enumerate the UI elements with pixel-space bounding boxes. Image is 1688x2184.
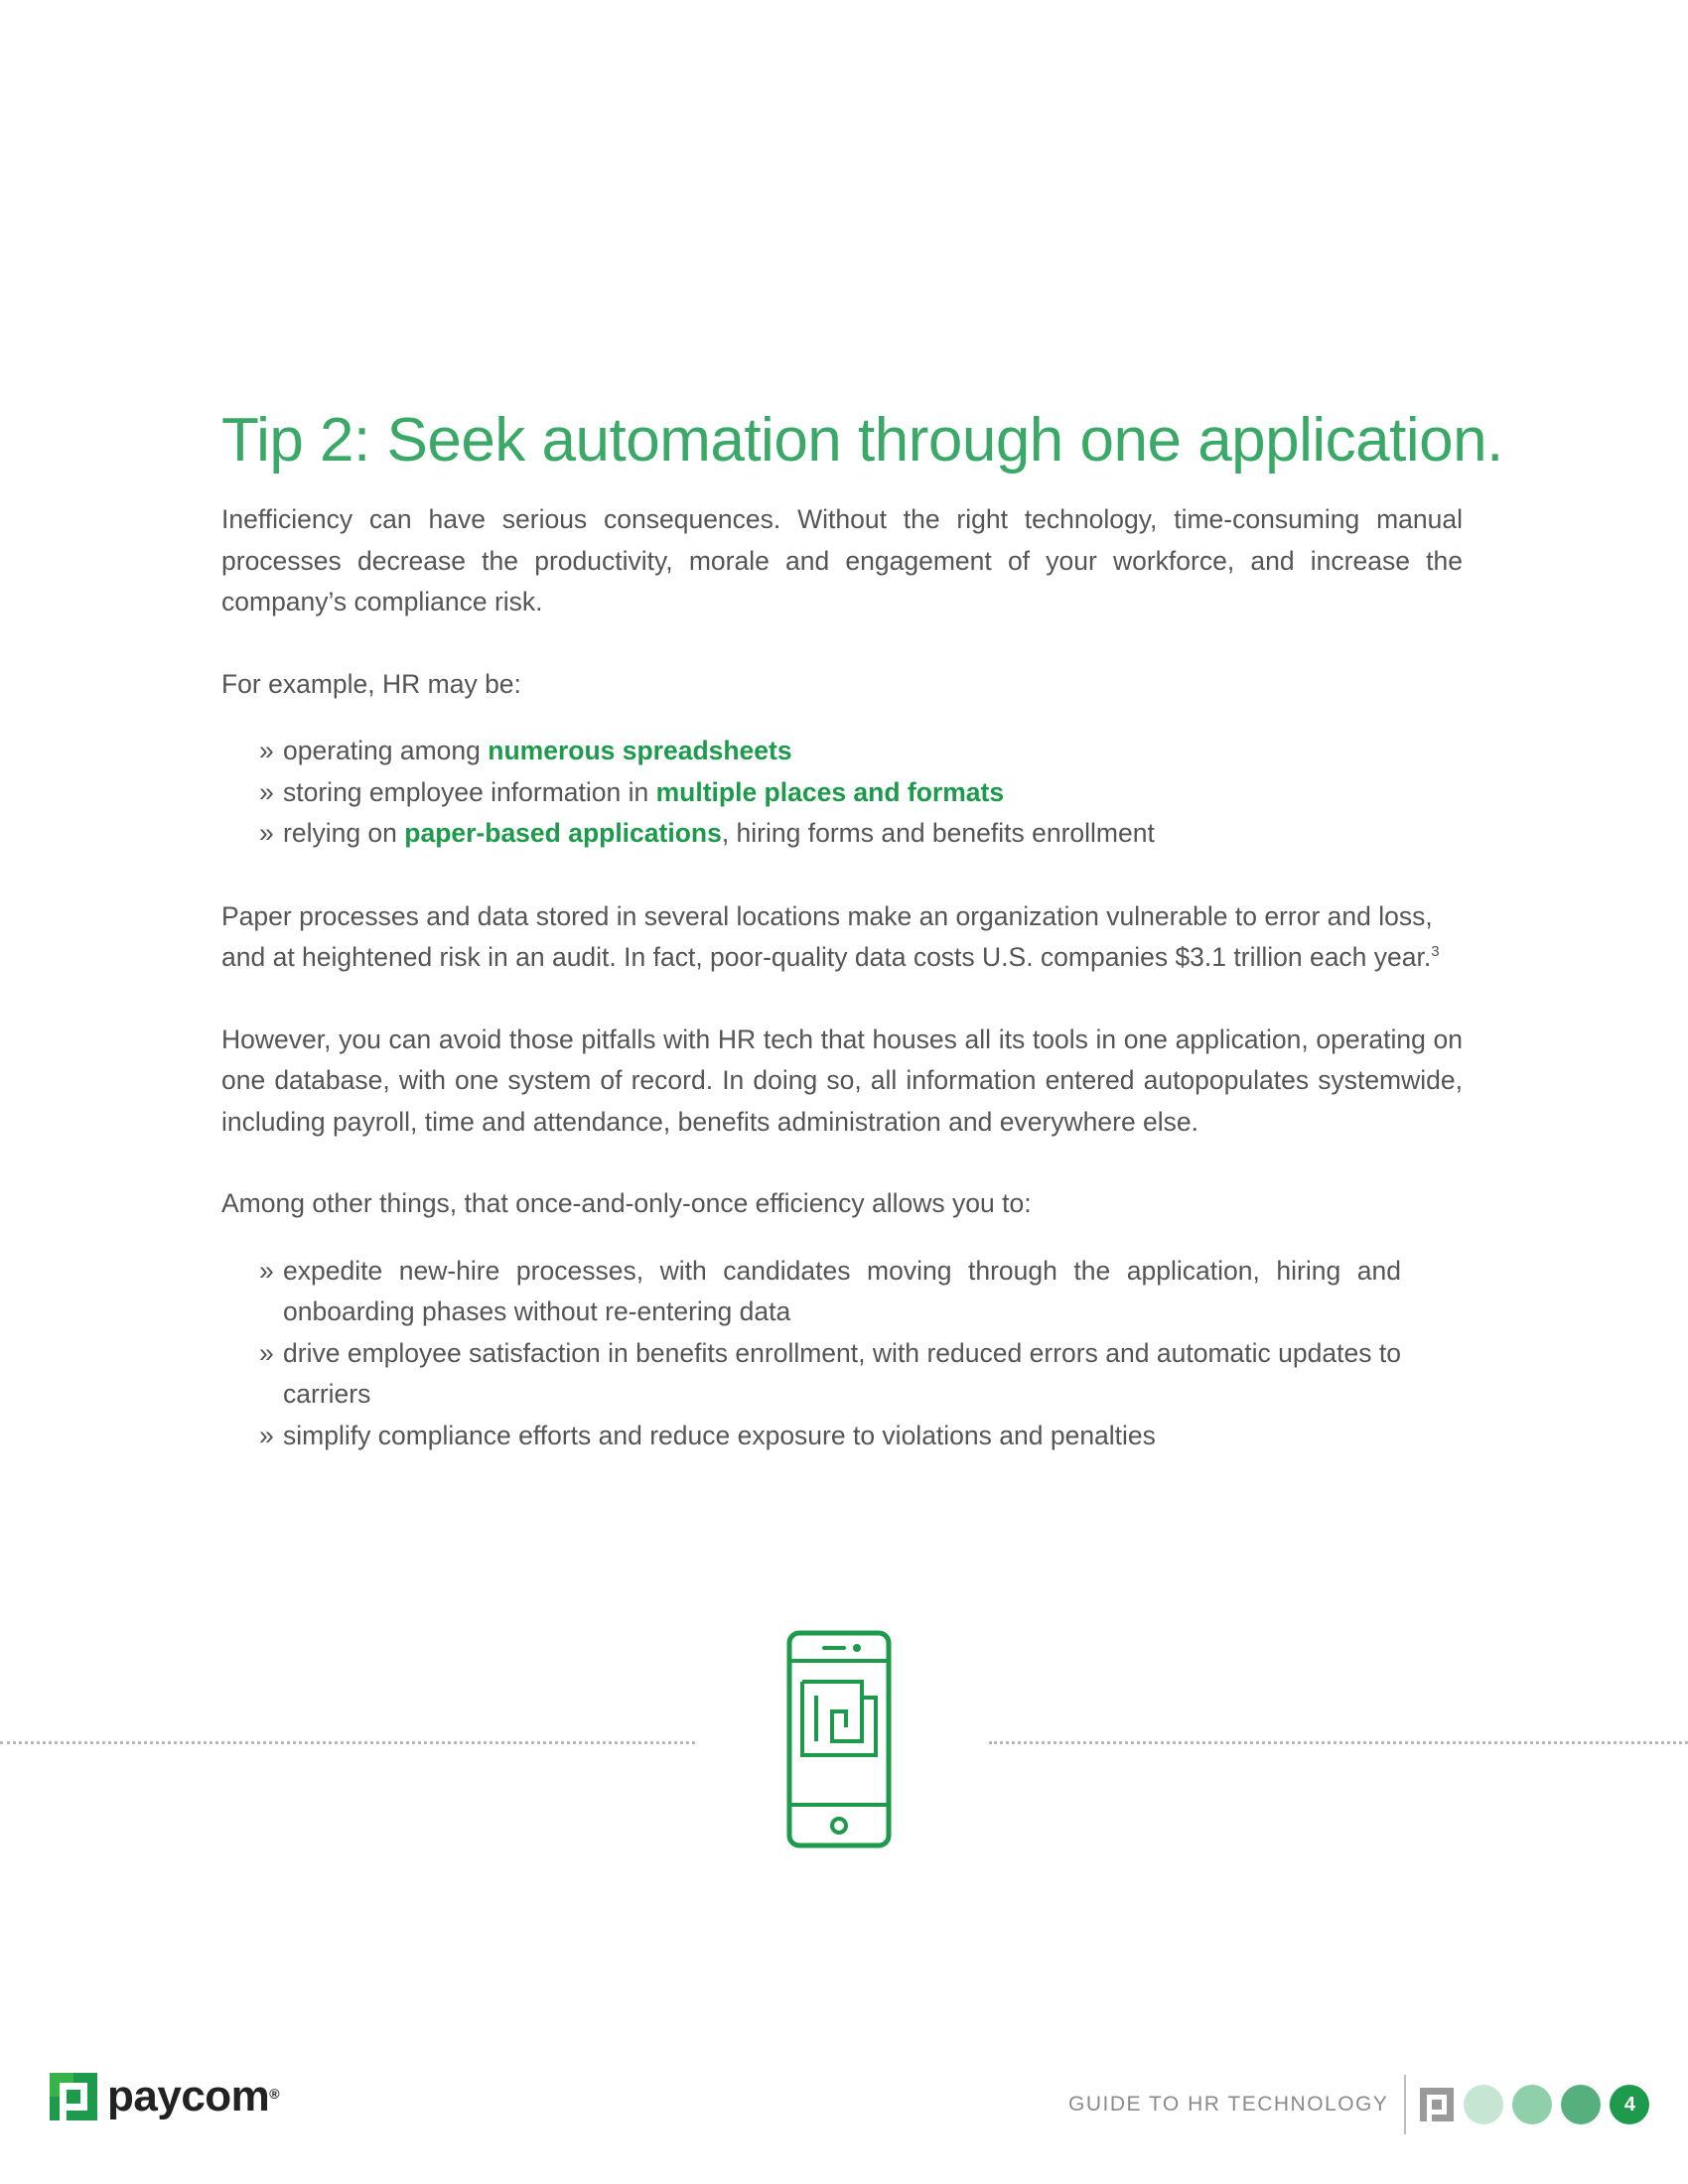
example-lead: For example, HR may be: xyxy=(221,668,521,699)
hr-issues-list xyxy=(221,731,1401,855)
trademark: ® xyxy=(269,2086,280,2102)
however-paragraph: However, you can avoid those pitfalls with HR tech that houses all its tools in one application, operating on one database, with one system of record. In doing so, all information entered autopopulates systemwide, including payroll, time and attendance, benefits administration and everywhere else. xyxy=(221,1024,1463,1137)
list-item: » storing employee information in multiple places and formats xyxy=(259,772,1401,814)
footer-logo xyxy=(50,2072,280,2121)
footer-right xyxy=(1068,2075,1649,2134)
list-item: » relying on paper-based applications, hiring forms and benefits enrollment xyxy=(259,813,1401,855)
footer-separator xyxy=(1404,2075,1406,2134)
body-content xyxy=(221,499,1463,1456)
progress-dot xyxy=(1464,2085,1503,2124)
highlight-text: numerous spreadsheets xyxy=(488,736,792,765)
mini-logo-icon xyxy=(1420,2088,1454,2121)
list-item: » expedite new-hire processes, with candidates moving through the application, hiring and onboarding phases without re-entering data xyxy=(259,1251,1401,1333)
footnote-ref: 3 xyxy=(1431,943,1440,961)
list-item: » simplify compliance efforts and reduce exposure to violations and penalties xyxy=(259,1416,1401,1457)
list-item: » operating among numerous spreadsheets xyxy=(259,731,1401,772)
paper-paragraph: Paper processes and data stored in several locations make an organization vulnerable to error and loss, and at heightened risk in an audit. In fact, poor-quality data costs U.S. companies $3.1 trillion each year.$^3$ xyxy=(221,900,1440,972)
benefits-list xyxy=(221,1251,1401,1457)
divider-left xyxy=(0,1741,695,1744)
highlight-text: paper-based applications xyxy=(404,818,722,848)
list-item: » drive employee satisfaction in benefits enrollment, with reduced errors and automatic updates to carriers xyxy=(259,1333,1401,1416)
highlight-text: multiple places and formats xyxy=(655,776,1005,807)
guide-label: GUIDE TO HR TECHNOLOGY xyxy=(1068,2093,1389,2116)
divider-right xyxy=(989,1741,1688,1744)
page-number: 4 xyxy=(1610,2085,1649,2124)
brand-name: paycom xyxy=(107,2072,270,2120)
intro-paragraph: Inefficiency can have serious consequences. Without the right technology, time-consuming manual processes decrease the productivity, morale and engagement of your workforce, and increase the company’s compliance risk. xyxy=(221,504,1463,616)
phone-logo-icon xyxy=(784,1628,894,1850)
page-title: Tip 2: Seek automation through one application. xyxy=(221,405,1503,475)
paycom-logo-icon xyxy=(50,2073,97,2120)
progress-dot xyxy=(1512,2085,1552,2124)
progress-dot xyxy=(1561,2085,1601,2124)
benefits-lead: Among other things, that once-and-only-once efficiency allows you to: xyxy=(221,1188,1032,1218)
